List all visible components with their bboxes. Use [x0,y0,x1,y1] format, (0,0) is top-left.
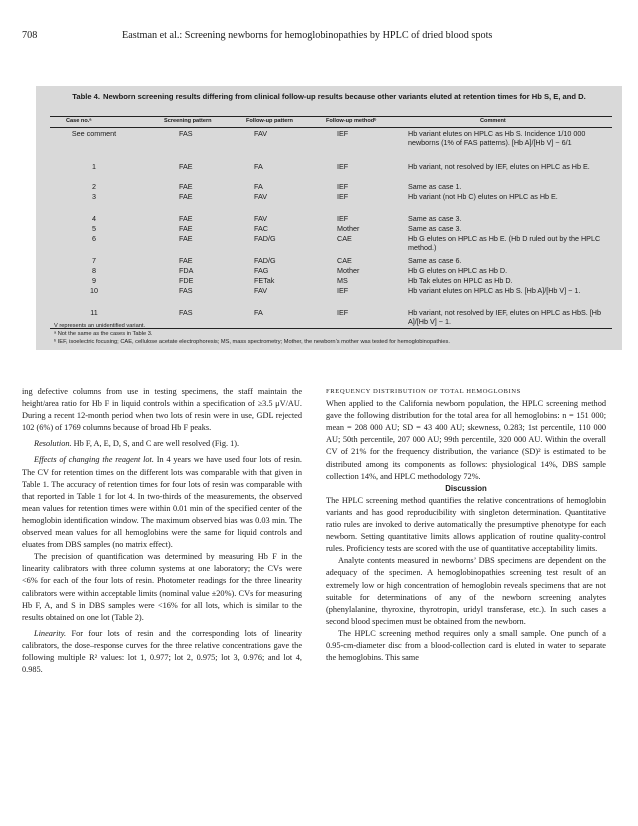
page-header [22,30,622,44]
page-number: 708 [22,30,38,41]
paragraph: ing defective columns from use in testing specimens, the staff maintain the height/area ratio for Hb F in liquid controls within a specification of ≥3.5 μV/AU. During a recent 12-month period when two lots of resin were in use, GDL rejected 102 (6%) of 1769 columns because of broad Hb F peaks. [22,387,302,433]
left-column [22,386,302,676]
paragraph-frequency: When applied to the California newborn population, the HPLC screening method gave the following distribution for the total area for all hemoglobins: n = 151 000; mean = 208 000 AU; SD = 43 400 AU; skewness, 0.283; 1st percentile, 110 000 AU; 50th percentile, 207 000 AU; 99th percentile, 320 000 AU. Within the overall CV of 21% for the frequency distribution, the variance (SD)² is estimated to be distributed among its components as follows: physiological 14%, DBS sample collection 14%, and HPLC methodology 72%. [326,399,606,481]
right-column [326,386,606,664]
table-footnote-a: ᵃ Not the same as the cases in Table 3. [54,331,153,337]
col-header-followup-pattern: Follow-up pattern [246,118,293,124]
table-label: Table 4. [72,92,100,101]
section-heading-frequency: FREQUENCY DISTRIBUTION OF TOTAL HEMOGLOBINS [326,388,521,395]
table-4: Table 4. Newborn screening results differing from clinical follow-up results because other variants eluted at retention times for Hb S, E, and D. Case no.ᵃ Screening pattern Follow-up pattern Follow-up methodᵇ Comment See comment FAS FAV IEF Hb variant elutes on HPLC as Hb S. Incidence 1/10 000 newborns (1% of FAS patterns). [Hb A]/[Hb V] ~ 6/1 1 FAE FA IEF Hb variant, not resolved by IEF, elutes on HPLC as Hb E. 2 FAE FA IEF Same as case 1. 3 FAE FAV IEF Hb variant (not Hb C) elutes on HPLC as Hb E. 4 FAE FAV IEF Same as case 3. 5 FAE FAC Mother Same as case 3. 6 FAE FAD/G CAE Hb G elutes on HPLC as Hb E. (Hb D ruled out by the HPLC method.) 7 FAE FAD/G CAE Same as case 6. 8 FDA FAG Mother Hb G elutes on HPLC as Hb D. 9 FDE FETak MS Hb Tak elutes on HPLC as Hb D. 10 FAS FAV IEF Hb variant elutes on HPLC as Hb S. [Hb A]/[Hb V] ~ 1. 11 FAS FA IEF Hb variant, not resolved by IEF, elutes on HPLC as HbS. [Hb A]/[Hb V] ~ 1. V represents an unidentified variant. ᵃ Not the same as the cases in Table 3. ᵇ IEF, isoelectric focusing; CAE, cellulose acetate electrophoresis; MS, mass spectrometry; Mother, the newborn’s mother was tested for hemoglobinopathies. [36,86,622,350]
table-rule-top [50,116,612,117]
table-caption-text: Newborn screening results differing from clinical follow-up results because other variants eluted at retention times for Hb S, E, and D. [103,92,586,101]
paragraph-reagent-lot: Effects of changing the reagent lot. In 4 years we have used four lots of resin. The CV for retention times on the different lots was comparable with that given in Table 1. The accuracy of retention times for four lots of resin was comparable with that reported in Table 1 for lot 4. In two-thirds of the measurements, the observed mean values for retention times were within 0.01 min of the specified center of the hemoglobin identification window. The maximum observed bias was 0.03 min. The observed mean values for all hemoglobins were the same for liquid controls and eluates from DBS samples (no matrix effect). [22,455,302,550]
table-note: V represents an unidentified variant. [54,323,146,329]
col-header-case: Case no.ᵃ [66,118,92,124]
col-header-followup-method: Follow-up methodᵇ [326,118,377,124]
paragraph-precision: The precision of quantification was determined by measuring Hb F in the linearity calibrators with three column systems at one laboratory; the CVs were <6% for each of the four lots of resin. Photometer readings for the three linearity calibrators were within acceptable limits (nominal value ±20%). CVs for measuring Hb F, A, and S in DBS samples were <16% for all lots, which is similar to the results obtained on one lot (Table 2). [22,552,302,622]
paragraph-analyte: Analyte contents measured in newborns’ DBS specimens are dependent on the adequacy of the specimen. A hemoglobinopathies screening test result of an extremely low or high concentration of hemoglobin reveals specimens that are not suitable for determinations of any of the newborn screening analytes (phenylalanine, thyroxine, thyrotropin, uridyl transferase, etc.). In such cases a second blood specimen must be obtained from the newborn. [326,556,606,626]
col-header-comment: Comment [480,118,506,124]
table-footnote-b: ᵇ IEF, isoelectric focusing; CAE, cellulose acetate electrophoresis; MS, mass spectrometry; Mother, the newborn’s mother was tested for hemoglobinopathies. [54,339,450,345]
paragraph-sample: The HPLC screening method requires only a small sample. One punch of a 0.95-cm-diameter disc from a blood-collection card is eluted in water to separate the hemoglobins. This same [326,628,606,663]
paragraph-resolution: Resolution. Hb F, A, E, D, S, and C are well resolved (Fig. 1). [34,439,240,449]
paragraph-linearity: Linearity. For four lots of resin and the corresponding lots of linearity calibrators, the dose–response curves for the three relative concentrations gave the following multiple R² values: lot 1, 0.977; lot 2, 0.975; lot 3, 0.976; and lot 4, 0.985. [22,628,302,675]
paragraph-discussion: The HPLC screening method quantifies the relative concentrations of hemoglobin variants and has good reproducibility with singleton determination. Quantitative ratio rules are invoked to derive automatically the presumptive phenotype for each newborn. Setting quantitative limits allows application of routine quality-control rules. Proficiency tests are scored with the use of quantitative acceptability limits. [326,495,606,554]
table-caption [46,91,612,102]
table-rule-header [50,127,612,128]
col-header-screening: Screening pattern [164,118,212,124]
section-heading-discussion: Discussion [445,483,487,493]
running-title: Eastman et al.: Screening newborns for hemoglobinopathies by HPLC of dried blood spots [122,30,493,41]
